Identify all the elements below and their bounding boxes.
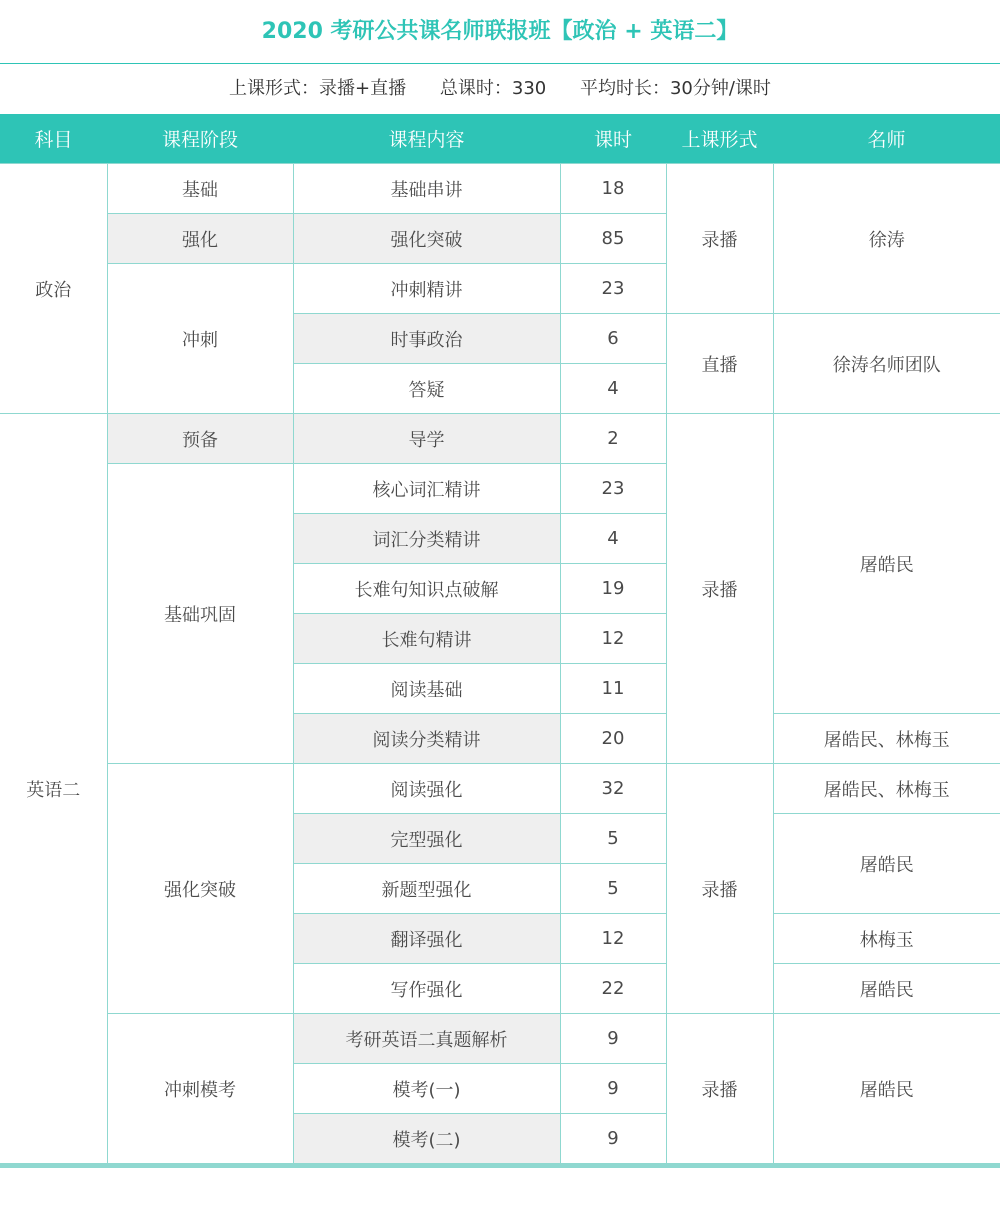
- hours-cell: 23: [560, 464, 666, 514]
- teacher-cell: 林梅玉: [773, 914, 1000, 964]
- teacher-cell: 徐涛: [773, 164, 1000, 314]
- header-content: 课程内容: [293, 114, 560, 164]
- content-cell: 完型强化: [293, 814, 560, 864]
- header-subject: 科目: [0, 114, 107, 164]
- format-cell: 录播: [666, 414, 773, 764]
- teacher-cell: 屠皓民: [773, 414, 1000, 714]
- table-row: [0, 414, 1000, 464]
- hours-cell: 19: [560, 564, 666, 614]
- table-row: [0, 164, 1000, 214]
- format-cell: 录播: [666, 164, 773, 314]
- hours-cell: 5: [560, 814, 666, 864]
- hours-cell: 18: [560, 164, 666, 214]
- format-cell: 录播: [666, 764, 773, 1014]
- content-cell: 长难句精讲: [293, 614, 560, 664]
- hours-cell: 20: [560, 714, 666, 764]
- hours-cell: 32: [560, 764, 666, 814]
- content-cell: 冲刺精讲: [293, 264, 560, 314]
- page-title: 2020 考研公共课名师联报班【政治 + 英语二】: [0, 0, 1000, 64]
- teacher-cell: 屠皓民: [773, 814, 1000, 914]
- teacher-cell: 屠皓民、林梅玉: [773, 764, 1000, 814]
- format-cell: 录播: [666, 1014, 773, 1164]
- stage-cell: 强化: [107, 214, 293, 264]
- hours-cell: 4: [560, 364, 666, 414]
- bottom-divider: [0, 1164, 1000, 1168]
- content-cell: 导学: [293, 414, 560, 464]
- hours-cell: 22: [560, 964, 666, 1014]
- teacher-cell: 徐涛名师团队: [773, 314, 1000, 414]
- hours-cell: 23: [560, 264, 666, 314]
- content-cell: 长难句知识点破解: [293, 564, 560, 614]
- content-cell: 阅读分类精讲: [293, 714, 560, 764]
- hours-cell: 11: [560, 664, 666, 714]
- content-cell: 强化突破: [293, 214, 560, 264]
- stage-cell: 冲刺: [107, 264, 293, 414]
- content-cell: 核心词汇精讲: [293, 464, 560, 514]
- content-cell: 考研英语二真题解析: [293, 1014, 560, 1064]
- header-format: 上课形式: [666, 114, 773, 164]
- hours-cell: 9: [560, 1114, 666, 1164]
- hours-cell: 2: [560, 414, 666, 464]
- format-cell: 直播: [666, 314, 773, 414]
- teacher-cell: 屠皓民、林梅玉: [773, 714, 1000, 764]
- teacher-cell: 屠皓民: [773, 964, 1000, 1014]
- content-cell: 基础串讲: [293, 164, 560, 214]
- summary-total-hours: 总课时：330: [439, 78, 547, 99]
- course-table: [0, 114, 1000, 1164]
- content-cell: 新题型强化: [293, 864, 560, 914]
- stage-cell: 预备: [107, 414, 293, 464]
- summary-avg-duration: 平均时长：30分钟/课时: [579, 78, 771, 99]
- header-stage: 课程阶段: [107, 114, 293, 164]
- content-cell: 模考(二): [293, 1114, 560, 1164]
- content-cell: 模考(一): [293, 1064, 560, 1114]
- hours-cell: 5: [560, 864, 666, 914]
- table-row: [0, 1014, 1000, 1064]
- stage-cell: 基础: [107, 164, 293, 214]
- subject-cell: 英语二: [0, 414, 107, 1164]
- hours-cell: 12: [560, 914, 666, 964]
- content-cell: 词汇分类精讲: [293, 514, 560, 564]
- content-cell: 时事政治: [293, 314, 560, 364]
- course-summary: [0, 64, 1000, 114]
- stage-cell: 冲刺模考: [107, 1014, 293, 1164]
- teacher-cell: 屠皓民: [773, 1014, 1000, 1164]
- content-cell: 翻译强化: [293, 914, 560, 964]
- stage-cell: 强化突破: [107, 764, 293, 1014]
- table-header-row: [0, 114, 1000, 164]
- stage-cell: 基础巩固: [107, 464, 293, 764]
- hours-cell: 4: [560, 514, 666, 564]
- content-cell: 答疑: [293, 364, 560, 414]
- hours-cell: 9: [560, 1064, 666, 1114]
- header-teacher: 名师: [773, 114, 1000, 164]
- content-cell: 阅读基础: [293, 664, 560, 714]
- summary-format: 上课形式：录播+直播: [229, 78, 407, 99]
- hours-cell: 85: [560, 214, 666, 264]
- subject-cell: 政治: [0, 164, 107, 414]
- content-cell: 写作强化: [293, 964, 560, 1014]
- hours-cell: 6: [560, 314, 666, 364]
- content-cell: 阅读强化: [293, 764, 560, 814]
- hours-cell: 9: [560, 1014, 666, 1064]
- header-hours: 课时: [560, 114, 666, 164]
- hours-cell: 12: [560, 614, 666, 664]
- table-row: [0, 764, 1000, 814]
